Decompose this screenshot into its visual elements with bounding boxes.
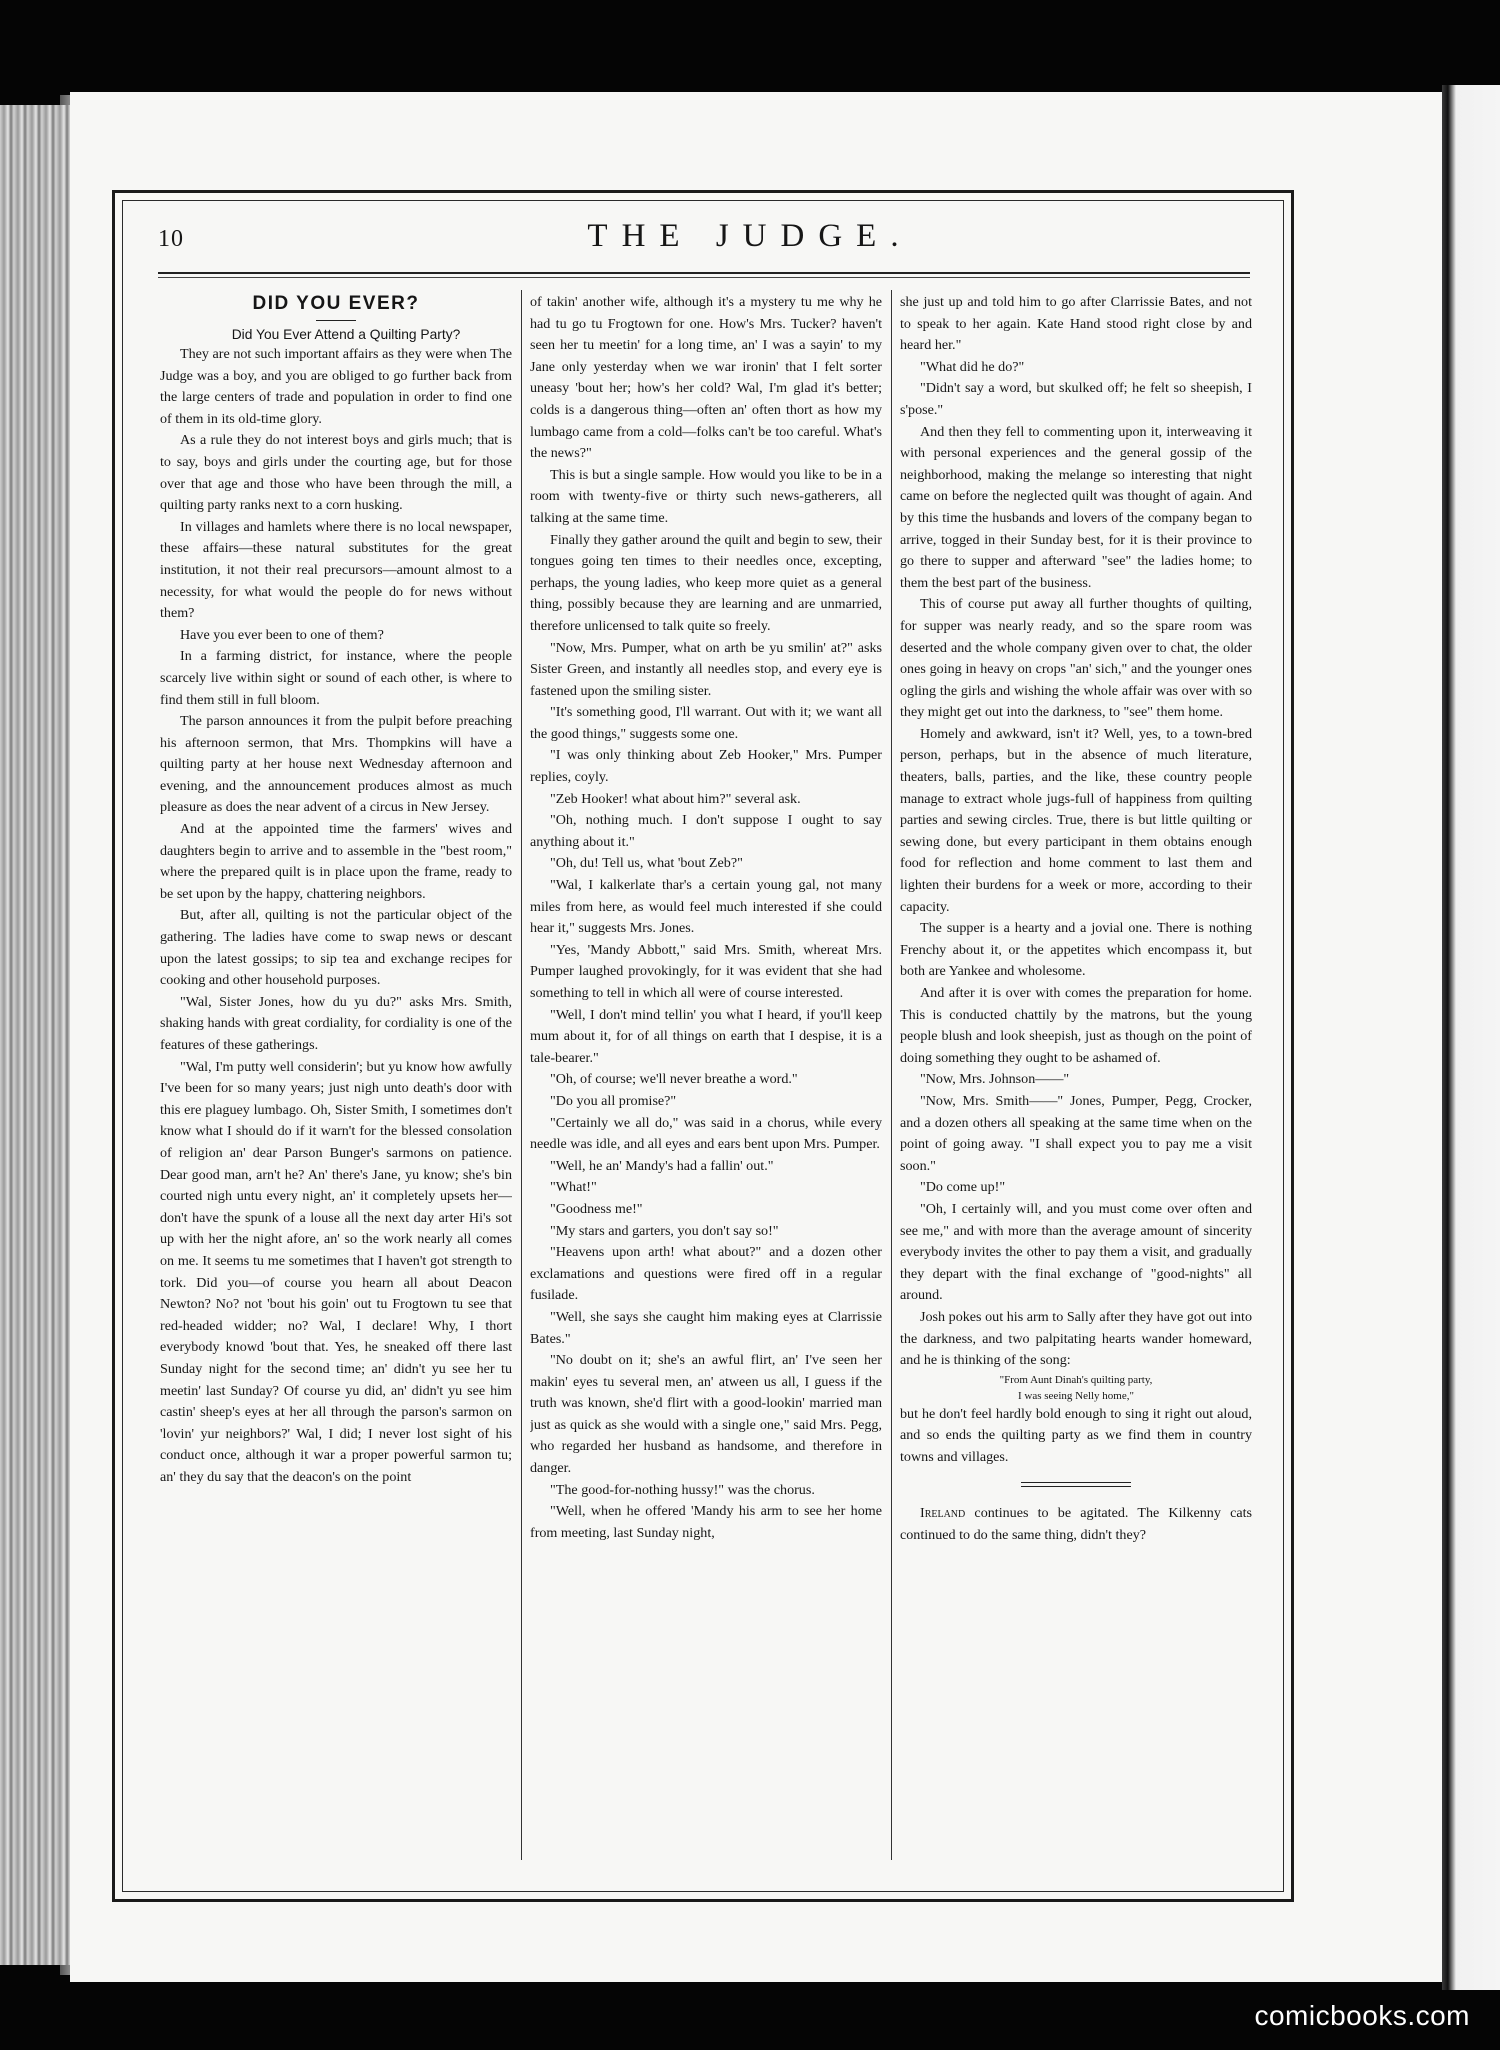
paragraph: "What did he do?": [920, 358, 1025, 375]
paragraph: "Wal, Sister Jones, how du yu du?" asks Mrs. Smith, shaking hands with great cordiality, for cordiality is one of the features of these gatherings.: [160, 993, 512, 1053]
paragraph: "Oh, du! Tell us, what 'bout Zeb?": [550, 855, 743, 872]
filler-paragraph: [900, 1503, 1252, 1546]
column-2-text: [530, 292, 882, 1544]
paragraph: "Oh, nothing much. I don't suppose I ought to say anything about it.": [530, 812, 882, 850]
paragraph: "The good-for-nothing hussy!" was the chorus.: [550, 1481, 815, 1498]
paragraph: "Do come up!": [920, 1179, 1006, 1196]
paragraph: "Didn't say a word, but skulked off; he felt so sheepish, I s'pose.": [900, 380, 1252, 418]
paragraph: And then they fell to commenting upon it, interweaving it with personal experiences and the general gossip of the neighborhood, making the melange so interesting that night came on before the neglected quilt was thought of again. And by this time the husbands and lovers of the company began to arrive, togged in their Sunday best, for it is their province to go there to supper and afterward "see" the ladies home; to them the best part of the business.: [900, 423, 1252, 591]
column-3: [900, 292, 1252, 1862]
header-rule: [158, 272, 1250, 274]
paragraph: Finally they gather around the quilt and begin to sew, their tongues going ten times to their needles once, excepting, perhaps, the young ladies, who keep more quiet as a general thing, possibly because they are learning and are unmarried, therefore unlicensed to talk quite so freely.: [530, 531, 882, 634]
paragraph: "Well, she says she caught him making eyes at Clarrissie Bates.": [530, 1308, 882, 1347]
column-3-text: [900, 292, 1252, 1372]
adjacent-page-edge: [1442, 85, 1500, 1990]
book-binding: [0, 105, 70, 1965]
paragraph: The parson announces it from the pulpit before preaching his afternoon sermon, that Mrs. Thompkins will have a quilting party at her house next Wednesday afternoon and evening, and the announcement produces almost as much pleasure as does the near advent of a circus in New Jersey.: [160, 713, 512, 816]
article-subtitle: Did You Ever Attend a Quilting Party?: [231, 327, 461, 342]
paragraph: "Heavens upon arth! what about?" and a dozen other exclamations and questions were fired off in a regular fusilade.: [530, 1244, 882, 1304]
song-quote: [900, 1372, 1252, 1404]
paragraph: "My stars and garters, you don't say so!": [550, 1222, 779, 1239]
paragraph: "Certainly we all do," was said in a chorus, while every needle was idle, and all eyes and ears bent upon Mrs. Pumper.: [530, 1114, 882, 1153]
header-rule-thin: [158, 277, 1250, 278]
paragraph: of takin' another wife, although it's a mystery tu me why he had tu go tu Frogtown for one. How's Mrs. Tucker? haven't seen her tu meetin' for a long time, an' I was a sayin' to my Jane only yesterday when we war ironin' that I felt sorter uneasy 'bout her; how's her cold? Wal, I'm glad it's better; colds is a dangerous thing—often an' often thort as how my lumbago came from a cold—folks can't be too careful. What's the news?": [530, 294, 882, 462]
song-line: I was seeing Nelly home,": [1018, 1389, 1134, 1402]
filler-lead: Ireland: [920, 1505, 966, 1522]
page-number: 10: [158, 226, 184, 252]
column-2: [530, 292, 882, 1862]
paragraph: "Wal, I kalkerlate thar's a certain young gal, not many miles from here, as would feel much interested if she could hear it," suggests Mrs. Jones.: [530, 877, 882, 937]
paragraph: As a rule they do not interest boys and girls much; that is to say, boys and girls under the courting age, but for those over that age and those who have been through the mill, a quilting party ranks next to a corn husking.: [160, 432, 512, 514]
paragraph: "Goodness me!": [550, 1200, 643, 1217]
paragraph: Homely and awkward, isn't it? Well, yes, to a town-bred person, perhaps, but in the absence of much literature, theaters, balls, parties, and the like, these country people manage to extract whole jugs-full of happiness from quilting parties and sewing circles. True, there is but little quilting or sewing done, but every participant in them obtains enough food for reflection and home comment to last them and lighten their burdens for a week or more, according to their capacity.: [900, 725, 1252, 915]
paragraph: "Now, Mrs. Johnson——": [920, 1071, 1070, 1088]
column-1: [160, 292, 512, 1862]
paragraph: "Well, he an' Mandy's had a fallin' out.": [550, 1157, 774, 1174]
paragraph: In villages and hamlets where there is no local newspaper, these affairs—these natural substitutes for the great institution, it not their real precursors—amount almost to a necessity, for what would the people do for news without them?: [160, 518, 512, 622]
paragraph: "What!": [550, 1179, 597, 1196]
paragraph: In a farming district, for instance, where the people scarcely live within sight or sound of each other, is where to find them still in full bloom.: [160, 648, 512, 708]
filler-text: continues to be agitated. The Kilkenny cats continued to do the same thing, didn't they?: [900, 1505, 1252, 1544]
paragraph: "Do you all promise?": [550, 1092, 677, 1109]
paragraph: "Now, Mrs. Pumper, what on arth be yu smilin' at?" asks Sister Green, and instantly all needles stop, and every eye is fastened upon the smiling sister.: [530, 639, 882, 699]
paragraph: "It's something good, I'll warrant. Out with it; we want all the good things," suggests some one.: [530, 704, 882, 742]
paragraph: but he don't feel hardly bold enough to sing it right out aloud, and so ends the quilting party as we find them in country towns and villages.: [900, 1405, 1252, 1465]
paragraph: Have you ever been to one of them?: [180, 626, 384, 643]
paragraph: This is but a single sample. How would you like to be in a room with twenty-five or thirty such news-gatherers, all talking at the same time.: [530, 466, 882, 526]
paragraph: Josh pokes out his arm to Sally after they have got out into the darkness, and two palpitating hearts wander homeward, and he is thinking of the song:: [900, 1308, 1252, 1369]
article-title: DID YOU EVER?: [252, 293, 420, 314]
masthead: THE JUDGE.: [587, 218, 913, 254]
paragraph: But, after all, quilting is not the particular object of the gathering. The ladies have come to swap news or descant upon the latest gossips; to sip tea and exchange recipes for cooking and other household purposes.: [160, 907, 512, 989]
paragraph: "Well, when he offered 'Mandy his arm to see her home from meeting, last Sunday night,: [530, 1503, 882, 1541]
paragraph: This of course put away all further thoughts of quilting, for supper was nearly ready, and so the spare room was deserted and the whole company given over to chat, the older ones going in heavy on crops "an' sich," and the younger ones ogling the girls and wishing the whole affair was over with so they might get out into the darkness, to "see" them home.: [900, 596, 1252, 721]
paragraph: "Oh, I certainly will, and you must come over often and see me," and with more than the average amount of sincerity everybody invites the other to pay them a visit, and gradually they depart with the final exchange of "good-nights" all around.: [900, 1200, 1252, 1304]
paragraph: And after it is over with comes the preparation for home. This is conducted chattily by the matrons, but the young people blush and look sheepish, just as though on the point of doing something they ought to be ashamed of.: [900, 985, 1252, 1066]
paragraph: They are not such important affairs as they were when The Judge was a boy, and you are obliged to go further back from the large centers of trade and population in order to find one of them in its old-time glory.: [160, 346, 512, 427]
paragraph: "Well, I don't mind tellin' you what I heard, if you'll keep mum about it, for of all things on earth that I despise, it is a tale-bearer.": [530, 1006, 882, 1066]
paragraph: "Zeb Hooker! what about him?" several ask.: [550, 790, 801, 807]
column-divider: [891, 290, 892, 1860]
column-divider: [521, 290, 522, 1860]
title-rule: [316, 320, 356, 321]
paragraph: she just up and told him to go after Clarrissie Bates, and not to speak to her again. Kate Hand stood right close by and heard her.": [900, 294, 1252, 354]
paragraph: "I was only thinking about Zeb Hooker," Mrs. Pumper replies, coyly.: [530, 747, 882, 786]
paragraph: The supper is a hearty and a jovial one. There is nothing Frenchy about it, or the appetites which encompass it, but both are Yankee and wholesome.: [900, 920, 1252, 980]
paragraph: And at the appointed time the farmers' wives and daughters begin to arrive and to assemble in the "best room," where the prepared quilt is in place upon the frame, ready to be set upon by the happy, chattering neighbors.: [160, 821, 512, 902]
column-1-text: [160, 344, 512, 1488]
paragraph: "Oh, of course; we'll never breathe a word.": [550, 1071, 798, 1088]
section-rule: [1021, 1482, 1131, 1487]
paragraph: "No doubt on it; she's an awful flirt, an' I've seen her makin' eyes tu several men, an' atween us all, I guess if the truth was known, she'd flirt with a good-lookin' married man just as quick as she would with a single one," said Mrs. Pegg, who regarded her husband as handsome, and therefore in danger.: [530, 1352, 882, 1477]
watermark: comicbooks.com: [1254, 2000, 1470, 2031]
paragraph: "Now, Mrs. Smith——" Jones, Pumper, Pegg, Crocker, and a dozen others all speaking at the same time when on the point of going away. "I shall expect you to pay me a visit soon.": [900, 1092, 1252, 1174]
paragraph: "Yes, 'Mandy Abbott," said Mrs. Smith, whereat Mrs. Pumper laughed provokingly, for it was evident that she had something to tell in which all were of course interested.: [530, 941, 882, 1001]
song-line: "From Aunt Dinah's quilting party,: [999, 1373, 1153, 1386]
paragraph: "Wal, I'm putty well considerin'; but yu know how awfully I've been for so many years; just nigh unto death's door with this ere plaguey lumbago. Oh, Sister Smith, I sometimes don't know what I should do if it warn't for the blessed consolation of religion an' dear Parson Bunger's sarmons on patience. Dear good man, arn't he? An' there's Jane, yu know; she's bin courted nigh untu every night, an' it completely upsets her—don't have the spunk of a louse all the next day arter Hi's sot up with her the night afore, an' so the work nearly all comes on me. It seems tu me sometimes that I haven't got strength to tork. Did you—of course you hearn all about Deacon Newton? No? not 'bout his goin' out tu Frogtown tu see that red-headed widder; no? Wal, I declare! Why, I thort everybody knowd 'bout that. Yes, he sneaked off there last Sunday night for the second time; an' didn't yu see her tu meetin' last Sunday? Of course yu did, an' didn't yu see him castin' sheep's eyes at her all through the parson's sarmon on 'lovin' yur neighbors?' Wal, I did; I never lost sight of his conduct once, although it war a proper powerful sarmon tu; an' they du say that the deacon's on the point: [160, 1058, 512, 1485]
